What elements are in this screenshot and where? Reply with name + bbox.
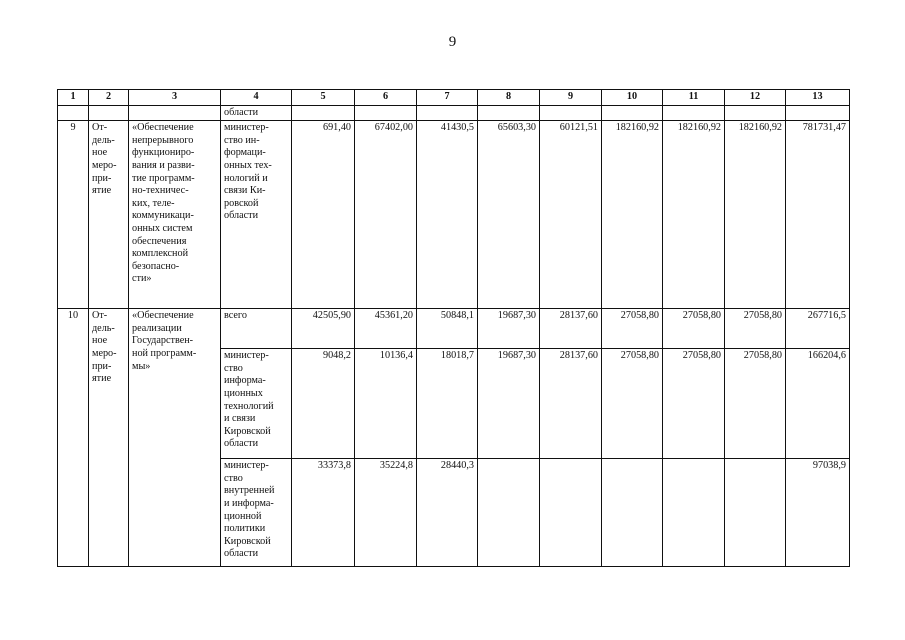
value-cell [478,459,540,567]
cell-empty [417,105,478,121]
executor-cell: всего [221,309,292,349]
value-cell: 10136,4 [355,349,417,459]
event-name: «Обеспечение реализации Государствен- ной программ- мы» [129,309,221,567]
value-cell: 19687,30 [478,349,540,459]
column-number: 1 [58,90,89,106]
column-number: 7 [417,90,478,106]
value-cell: 28137,60 [540,309,602,349]
column-number: 8 [478,90,540,106]
value-cell: 27058,80 [663,349,725,459]
row-number: 9 [58,121,89,309]
cell-empty [58,105,89,121]
continuation-row [58,105,850,121]
cell-empty [89,105,129,121]
value-cell: 27058,80 [602,309,663,349]
value-cell: 182160,92 [602,121,663,309]
table-row [58,309,850,349]
cell-empty [292,105,355,121]
value-cell [602,459,663,567]
column-number: 4 [221,90,292,106]
row-number: 10 [58,309,89,567]
value-cell: 19687,30 [478,309,540,349]
financing-table [57,89,850,567]
value-cell: 691,40 [292,121,355,309]
value-cell: 28137,60 [540,349,602,459]
value-cell: 182160,92 [725,121,786,309]
column-number: 10 [602,90,663,106]
cell-empty [725,105,786,121]
value-cell: 67402,00 [355,121,417,309]
cell-empty [602,105,663,121]
column-number: 5 [292,90,355,106]
event-name: «Обеспечение непрерывного функциониро- вания и разви- тие программ- но-техничес- ких, теле- коммуникаци- онных систем обеспечения комплексной безопасно- сти» [129,121,221,309]
value-cell [663,459,725,567]
value-cell: 33373,8 [292,459,355,567]
cell-empty [129,105,221,121]
cell-empty [786,105,850,121]
column-number: 6 [355,90,417,106]
value-cell: 781731,47 [786,121,850,309]
executor-cell: министер- ство внутренней и информа- ционной политики Кировской области [221,459,292,567]
cell-empty [663,105,725,121]
value-cell: 27058,80 [602,349,663,459]
value-cell: 42505,90 [292,309,355,349]
value-cell: 50848,1 [417,309,478,349]
value-cell: 27058,80 [725,349,786,459]
event-type: От- дель- ное меро- при- ятие [89,121,129,309]
executor-cell: министер- ство ин- формаци- онных тех- нологий и связи Ки- ровской области [221,121,292,309]
event-type: От- дель- ное меро- при- ятие [89,309,129,567]
value-cell: 9048,2 [292,349,355,459]
cell-empty [478,105,540,121]
value-cell [540,459,602,567]
column-number: 13 [786,90,850,106]
value-cell: 28440,3 [417,459,478,567]
value-cell: 60121,51 [540,121,602,309]
value-cell: 35224,8 [355,459,417,567]
executor-cell: министер- ство информа- ционных технологий и связи Кировской области [221,349,292,459]
column-number: 9 [540,90,602,106]
value-cell: 166204,6 [786,349,850,459]
value-cell: 182160,92 [663,121,725,309]
value-cell: 27058,80 [663,309,725,349]
column-number-row [58,90,850,106]
column-number: 12 [725,90,786,106]
value-cell: 27058,80 [725,309,786,349]
value-cell: 41430,5 [417,121,478,309]
value-cell: 18018,7 [417,349,478,459]
cell-empty [355,105,417,121]
column-number: 11 [663,90,725,106]
column-number: 2 [89,90,129,106]
cell-empty [540,105,602,121]
executor-cell: области [221,105,292,121]
page-number: 9 [448,34,457,50]
column-number: 3 [129,90,221,106]
value-cell [725,459,786,567]
value-cell: 97038,9 [786,459,850,567]
value-cell: 267716,5 [786,309,850,349]
table-row [58,121,850,309]
value-cell: 45361,20 [355,309,417,349]
value-cell: 65603,30 [478,121,540,309]
